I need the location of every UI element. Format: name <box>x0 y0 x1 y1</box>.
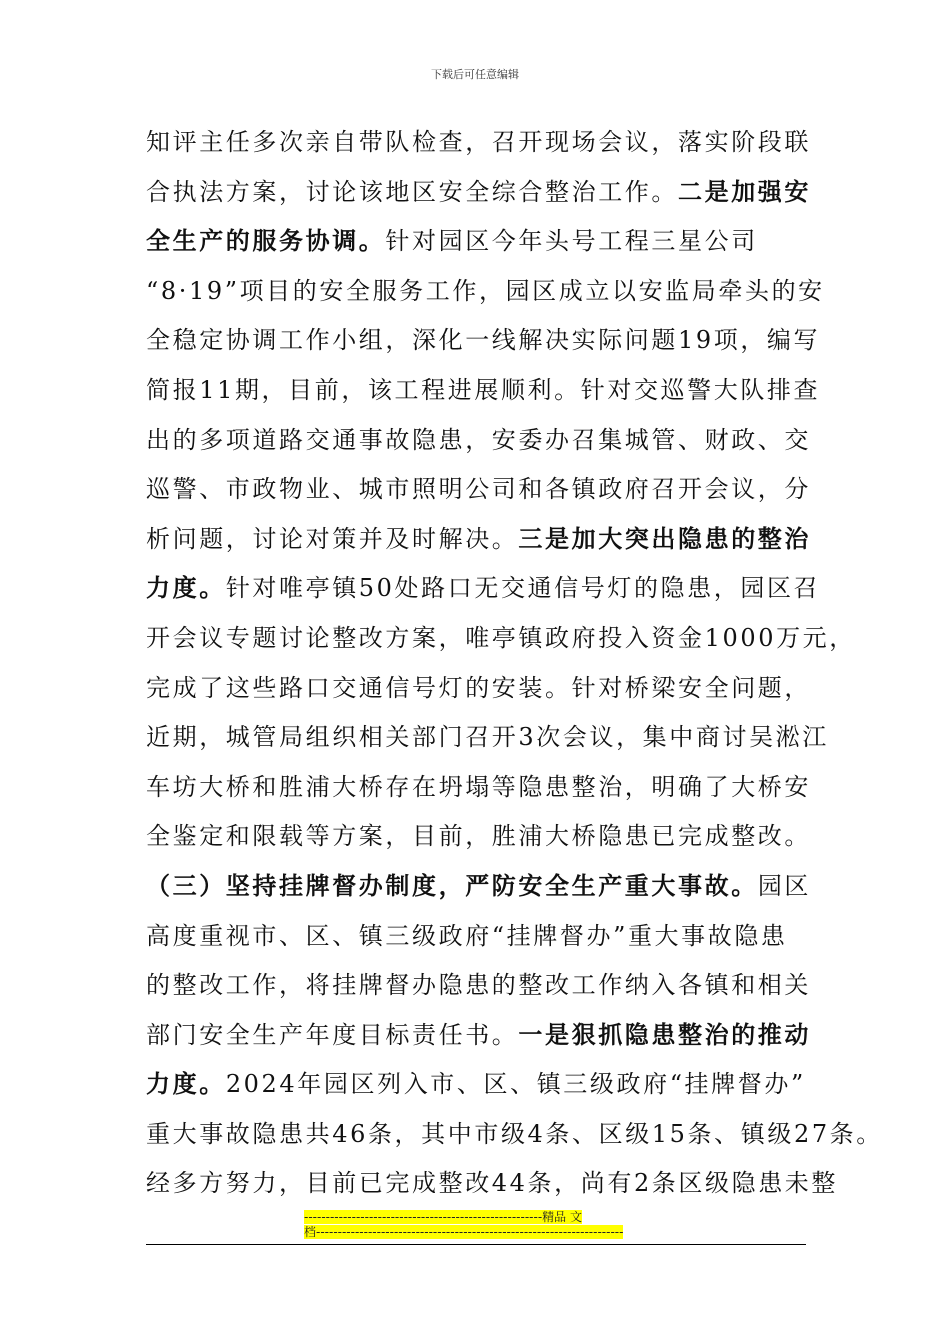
text-line <box>146 1060 814 1110</box>
footer-watermark <box>304 1210 644 1240</box>
text-line <box>146 862 814 912</box>
text-segment: 车坊大桥和胜浦大桥存在坍塌等隐患整治，明确了大桥安 <box>146 772 811 801</box>
text-segment: 部门安全生产年度目标责任书。 <box>146 1020 519 1049</box>
text-segment: 出的多项道路交通事故隐患，安委办召集城管、财政、交 <box>146 425 811 454</box>
text-segment: 的整改工作，将挂牌督办隐患的整改工作纳入各镇和相关 <box>146 971 811 1000</box>
text-line <box>146 1159 839 1209</box>
text-segment: 高度重视市、区、镇三级政府“挂牌督办”重大事故隐患 <box>146 921 788 950</box>
text-segment: 析问题，讨论对策并及时解决。 <box>146 524 519 553</box>
text-line <box>146 1011 814 1061</box>
text-segment: 巡警、市政物业、城市照明公司和各镇政府召开会议，分 <box>146 475 811 504</box>
bold-text-segment: 二是加强安 <box>678 177 811 206</box>
footer-line-1-text: -------------------------------------------------------精品 文 <box>304 1210 582 1224</box>
bold-text-segment: 力度。 <box>146 1070 226 1099</box>
text-line <box>146 713 829 763</box>
header-note: 下载后可任意编辑 <box>431 68 519 81</box>
text-segment: 2024年园区列入市、区、镇三级政府“挂牌督办” <box>225 1070 806 1099</box>
text-segment: 完成了这些路口交通信号灯的安装。针对桥梁安全问题， <box>146 673 811 702</box>
footer-line-1 <box>304 1210 644 1225</box>
bold-text-segment: 三是加大突出隐患的整治 <box>518 524 812 553</box>
text-line <box>146 812 814 862</box>
text-line <box>146 664 814 714</box>
text-segment: 全鉴定和限载等方案，目前，胜浦大桥隐患已完成整改。 <box>146 822 811 851</box>
text-line <box>146 267 825 317</box>
text-line <box>146 366 821 416</box>
text-line <box>146 564 821 614</box>
footer-rule <box>146 1244 806 1245</box>
text-segment: 简报11期，目前，该工程进展顺利。针对交巡警大队排查 <box>146 375 821 404</box>
text-segment: 知评主任多次亲自带队检查，召开现场会议，落实阶段联 <box>146 128 811 156</box>
footer-line-2-text: 档----------------------------------------------------------------------- <box>304 1225 624 1239</box>
text-line <box>146 316 821 366</box>
footer-line-2 <box>304 1225 644 1240</box>
text-line <box>146 465 814 515</box>
text-line <box>146 961 814 1011</box>
text-segment: 经多方努力，目前已完成整改44条，尚有2条区级隐患未整 <box>146 1169 839 1198</box>
text-line <box>146 118 814 168</box>
text-segment: 合执法方案，讨论该地区安全综合整治工作。 <box>146 177 678 206</box>
bold-text-segment: （三）坚持挂牌督办制度，严防安全生产重大事故。 <box>146 871 758 900</box>
bold-text-segment: 全生产的服务协调。 <box>146 227 386 256</box>
bold-text-segment: 一是狠抓隐患整治的推动 <box>518 1020 812 1049</box>
text-line <box>146 1110 883 1160</box>
text-line <box>146 763 814 813</box>
text-line <box>146 614 856 664</box>
text-segment: 针对园区今年头号工程三星公司 <box>385 227 758 256</box>
body-text <box>146 118 883 1209</box>
text-line <box>146 217 814 267</box>
text-segment: 近期，城管局组织相关部门召开3次会议，集中商讨吴淞江 <box>146 723 829 752</box>
text-segment: 园区 <box>757 871 812 900</box>
text-segment: 重大事故隐患共46条，其中市级4条、区级15条、镇级27条。 <box>146 1119 883 1148</box>
text-segment: 开会议专题讨论整改方案，唯亭镇政府投入资金1000万元， <box>146 623 856 652</box>
text-segment: 针对唯亭镇50处路口无交通信号灯的隐患，园区召 <box>225 574 821 603</box>
text-line <box>146 912 814 962</box>
text-segment: 全稳定协调工作小组，深化一线解决实际问题19项，编写 <box>146 326 821 355</box>
text-line <box>146 168 814 218</box>
text-line <box>146 515 814 565</box>
bold-text-segment: 力度。 <box>146 574 226 603</box>
text-line <box>146 416 814 466</box>
text-segment: “8·19”项目的安全服务工作，园区成立以安监局牵头的安 <box>146 276 825 305</box>
